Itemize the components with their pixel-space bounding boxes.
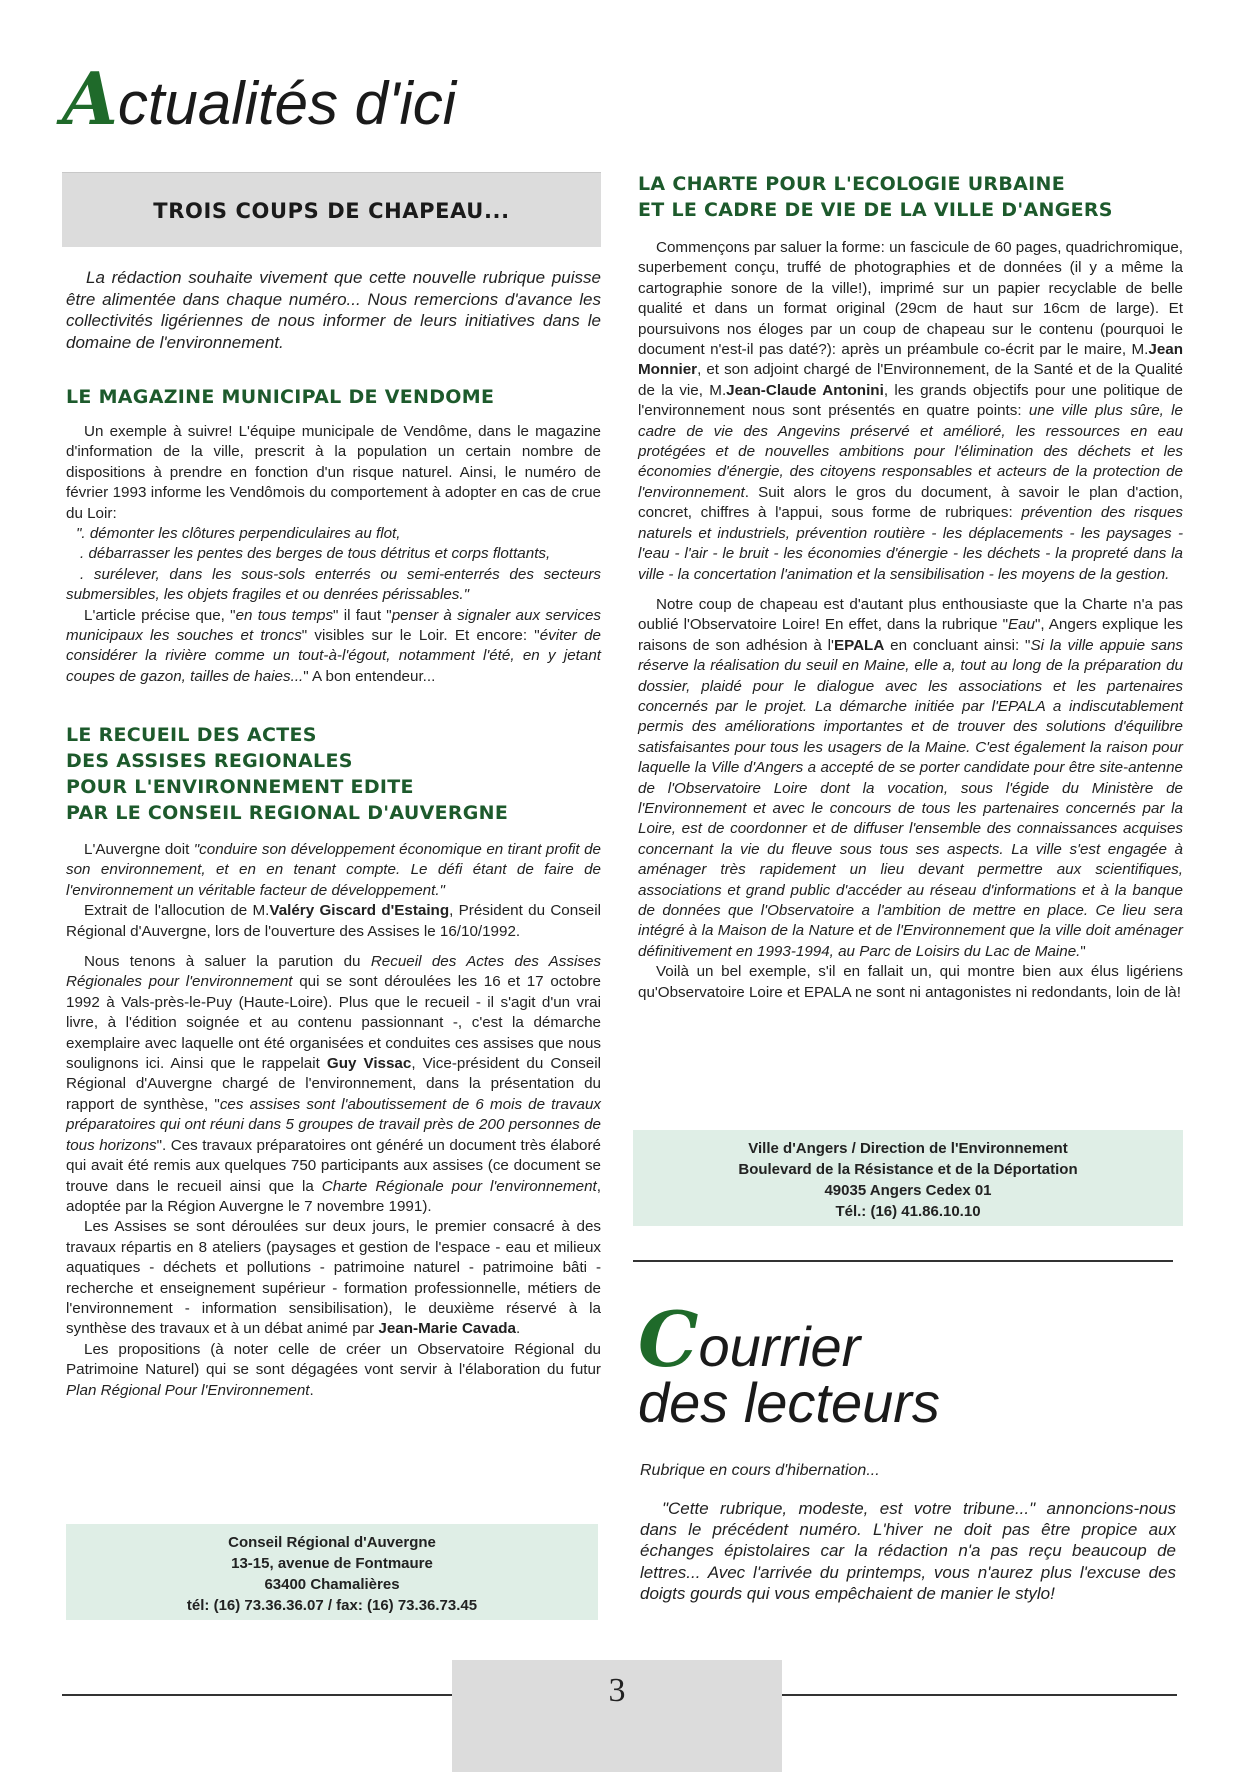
masthead-initial: A xyxy=(62,56,118,141)
courrier-heading xyxy=(638,1295,940,1434)
auvergne-address-box xyxy=(66,1524,598,1620)
angers-address-line3: 49035 Angers Cedex 01 xyxy=(824,1182,992,1199)
intro-paragraph xyxy=(66,267,601,353)
vendome-heading: LE MAGAZINE MUNICIPAL DE VENDOME xyxy=(66,386,495,408)
auvergne-article xyxy=(66,840,601,1401)
auvergne-address-line1: Conseil Régional d'Auvergne xyxy=(228,1534,436,1551)
footer-rule-left xyxy=(62,1694,452,1696)
auvergne-address-line2: 13-15, avenue de Fontmaure xyxy=(231,1555,433,1572)
vendome-quote-2: . débarrasser les pentes des berges de tous détritus et corps flottants, xyxy=(80,545,551,563)
courrier-body: "Cette rubrique, modeste, est votre tribune..." annoncions-nous dans le précédent numéro. L'hiver ne doit pas être propice aux échanges épistolaires car la rédaction n'a pas reçu beaucoup de lettres... Avec l'arrivée du printemps, vous n'aurez plus l'excuse des doigts gourds qui vous empêchaient de manier le stylo! xyxy=(640,1499,1176,1603)
footer-rule-right xyxy=(782,1694,1177,1696)
angers-address-line2: Boulevard de la Résistance et de la Déportation xyxy=(738,1161,1078,1178)
auvergne-heading-line3: POUR L'ENVIRONNEMENT EDITE xyxy=(66,776,414,798)
angers-p3: Voilà un bel exemple, s'il en fallait un, qui montre bien aux élus ligériens qu'Observatoire Loire et EPALA ne sont ni antagonistes ni redondants, loin de là! xyxy=(638,963,1183,1001)
vendome-p2: L'article précise que, "en tous temps" il faut "penser à signaler aux services municipaux les souches et troncs" visibles sur le Loir. Et encore: "éviter de considérer la rivière comme un tout-à-l'égout, notamment l'été, en y jetant coupes de gazon, tailles de haies..." A bon entendeur... xyxy=(66,606,601,685)
angers-article xyxy=(638,238,1183,1003)
vendome-quote-1: ". démonter les clôtures perpendiculaires au flot, xyxy=(76,525,401,543)
vendome-article xyxy=(66,422,601,687)
auvergne-p5: Les propositions (à noter celle de créer un Observatoire Régional du Patrimoine Naturel) qui se sont dégagées vont servir à l'élaboration du futur Plan Régional Pour l'Environnement. xyxy=(66,1340,601,1399)
courrier-subtitle: Rubrique en cours d'hibernation... xyxy=(640,1462,880,1479)
courrier-initial: C xyxy=(638,1295,699,1384)
angers-address-line4: Tél.: (16) 41.86.10.10 xyxy=(835,1203,981,1220)
angers-p2: Notre coup de chapeau est d'autant plus enthousiaste que la Charte n'a pas oublié l'Observatoire Loire! En effet, dans la rubrique "Eau", Angers explique les raisons de son adhésion à l'EPALA en concluant ainsi: "Si la ville appuie sans réserve la réalisation du seuil en Maine, elle a, tout au long de la préparation du dossier, plaidé pour le dialogue avec les associations et les partenaires concernés par le projet. La démarche initiée par l'EPALA a indiscutablement permis des améliorations importantes et de trouver des solutions d'équilibre satisfaisantes pour tous les usagers de la Maine. C'est également la raison pour laquelle la Ville d'Angers a accepté de se porter candidate pour être site-antenne de l'Observatoire Loire dont la vocation, sous l'égide du Ministère de l'Environnement et avec le concours de tous les partenaires concernés par la Loire, est de coordonner et de diffuser l'ensemble des connaissances acquises concernant la vie du fleuve sous tous ses aspects. La ville s'est engagée à aménager très rapidement un lieu devant permettre aux scientifiques, associations et grand public d'accéder au réseau d'informations et à la banque de données que l'Observatoire a l'ambition de mettre en place. Ce lieu sera intégré à la Maison de la Nature et de l'Environnement que la ville doit aménager définitivement en 1993-1994, au Parc de Loisirs du Lac de Maine." xyxy=(638,595,1183,960)
auvergne-p1: L'Auvergne doit "conduire son développement économique en tirant profit de son environnement, et en en tenant compte. Le défi étant de faire de l'environnement un véritable facteur de développement." xyxy=(66,841,601,899)
angers-heading-line1: LA CHARTE POUR L'ECOLOGIE URBAINE xyxy=(638,173,1065,195)
auvergne-heading xyxy=(66,722,601,826)
auvergne-heading-line4: PAR LE CONSEIL REGIONAL D'AUVERGNE xyxy=(66,802,509,824)
auvergne-heading-line1: LE RECUEIL DES ACTES xyxy=(66,724,317,746)
angers-p1: Commençons par saluer la forme: un fascicule de 60 pages, quadrichromique, superbement conçu, truffé de photographies et de données (il y a même la cartographie sonore de la ville!), imprimé sur un papier recyclable de belle qualité et dans un format original (29cm de haut sur 16cm de large). Et poursuivons nos éloges par un coup de chapeau sur le contenu (pourquoi le document n'est-il pas daté?): après un préambule co-écrit par le maire, M.Jean Monnier, et son adjoint chargé de l'Environnement, de la Santé et de la Qualité de la vie, M.Jean-Claude Antonini, les grands objectifs pour une politique de l'environnement nous sont présentés en quatre points: une ville plus sûre, le cadre de vie des Angevins préservé et amélioré, les ressources en eau protégées et de nouvelles ambitions pour l'élimination des déchets et les économies d'énergie, des citoyens responsables et acteurs de la protection de l'environnement. Suit alors le gros du document, à savoir le plan d'action, concret, chiffres à l'appui, sous forme de rubriques: prévention des risques naturels et industriels, prévention routière - les déplacements - les paysages - l'eau - l'air - le bruit - les économies d'énergie - les déchets - la propreté dans la ville - la concertation l'animation et la sensibilisation - les moyens de la gestion. xyxy=(638,239,1183,583)
banner-title: TROIS COUPS DE CHAPEAU... xyxy=(153,199,510,223)
page-number-box xyxy=(452,1660,782,1772)
auvergne-p4: Les Assises se sont déroulées sur deux jours, le premier consacré à des travaux répartis en 8 ateliers (paysages et gestion de l'espace - eau et milieux aquatiques - déchets et pollutions - patrimoine naturel - patrimoine bâti - recherche et enseignement supérieur - formation professionnelle, métiers de l'environnement - information sensibilisation), le deuxième réservé à la synthèse des travaux et à un débat animé par Jean-Marie Cavada. xyxy=(66,1218,601,1338)
auvergne-heading-line2: DES ASSISES REGIONALES xyxy=(66,750,353,772)
intro-text: La rédaction souhaite vivement que cette nouvelle rubrique puisse être alimentée dans chaque numéro... Nous remercions d'avance les collectivités ligériennes de nous informer de leurs initiatives dans le domaine de l'environnement. xyxy=(66,268,601,352)
section-banner xyxy=(62,172,601,247)
angers-heading xyxy=(638,171,1183,223)
auvergne-p3: Nous tenons à saluer la parution du Recueil des Actes des Assises Régionales pour l'environnement qui se sont déroulées les 16 et 17 octobre 1992 à Vals-près-le-Puy (Haute-Loire). Plus que le recueil - il s'agit d'un vrai livre, à l'édition soignée et au contenu passionnant -, c'est la démarche exemplaire avec laquelle ont été organisées et conduites ces assises que nous soulignons ici. Ainsi que le rappelait Guy Vissac, Vice-président du Conseil Régional d'Auvergne chargé de l'environnement, dans la présentation du rapport de synthèse, "ces assises sont l'aboutissement de 6 mois de travaux préparatoires qui ont réuni dans 5 groupes de travail près de 200 personnes de tous horizons". Ces travaux préparatoires ont généré un document très élaboré qui avait été remis aux quelques 750 participants aux assises (ce document se trouve dans le recueil ainsi que la Charte Régionale pour l'environnement, adoptée par la Région Auvergne le 7 novembre 1991). xyxy=(66,953,601,1215)
auvergne-address-line3: 63400 Chamalières xyxy=(264,1576,400,1593)
page-number: 3 xyxy=(608,1672,626,1709)
angers-address-box xyxy=(633,1130,1183,1226)
courrier-heading-line1: Courrier xyxy=(638,1295,861,1384)
courrier-heading-line2: des lecteurs xyxy=(638,1371,940,1434)
auvergne-p2: Extrait de l'allocution de M.Valéry Giscard d'Estaing, Président du Conseil Régional d'Auvergne, lors de l'ouverture des Assises le 16/10/1992. xyxy=(66,902,601,940)
masthead xyxy=(62,56,456,141)
auvergne-address-line4: tél: (16) 73.36.36.07 / fax: (16) 73.36.73.45 xyxy=(186,1597,478,1614)
angers-heading-line2: ET LE CADRE DE VIE DE LA VILLE D'ANGERS xyxy=(638,199,1113,221)
section-divider xyxy=(633,1260,1173,1262)
vendome-p1: Un exemple à suivre! L'équipe municipale de Vendôme, dans le magazine d'information de la ville, prescrit à la population un certain nombre de dispositions à prendre en fonction d'un risque naturel. Ainsi, le numéro de février 1993 informe les Vendômois du comportement à adopter en cas de crue du Loir: xyxy=(66,423,601,522)
masthead-title: ctualités d'ici xyxy=(117,70,457,137)
vendome-quote-3: . surélever, dans les sous-sols enterrés ou semi-enterrés des secteurs submersibles, les objets fragiles et ou denrées périssables." xyxy=(66,565,601,604)
angers-address-line1: Ville d'Angers / Direction de l'Environnement xyxy=(748,1140,1068,1157)
